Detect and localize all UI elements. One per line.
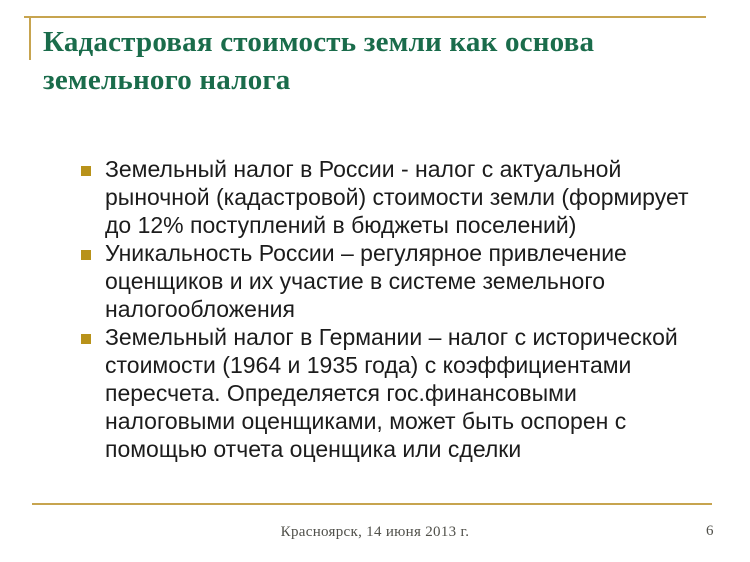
bullet-line: Земельный налог в России - налог с актуальной [105,156,622,182]
bullet-line: рыночной (кадастровой) стоимости земли (формирует [105,184,689,210]
page-number: 6 [706,523,714,539]
bullet-item-3 [80,323,720,463]
bullet-text-3 [105,323,720,463]
slide-title-line-2: земельного налога [43,64,291,96]
bullet-line: оценщиков и их участие в системе земельного [105,268,606,294]
bullet-line: помощью отчета оценщика или сделки [105,436,522,462]
slide-title-line-1: Кадастровая стоимость земли как основа [43,26,595,58]
title-accent-rule-top [24,16,706,18]
bullet-line: до 12% поступлений в бюджеты поселений) [105,212,577,238]
bullet-line: Земельный налог в Германии – налог с исторической [105,324,678,350]
bullet-item-2 [80,239,720,323]
footer-date-location: Красноярск, 14 июня 2013 г. [280,524,470,540]
bullet-square-icon [81,166,91,176]
title-accent-rule-left [29,16,31,60]
bullet-line: пересчета. Определяется гос.финансовыми [105,380,577,406]
slide-body [80,155,720,463]
slide-title [43,23,594,99]
bullet-line: стоимости (1964 и 1935 года) с коэффициентами [105,352,632,378]
bullet-square-icon [81,250,91,260]
bullet-line: Уникальность России – регулярное привлечение [105,240,627,266]
bullet-line: налоговыми оценщиками, может быть оспорен с [105,408,627,434]
footer-accent-rule [32,503,712,505]
bullet-square-icon [81,334,91,344]
bullet-item-1 [80,155,720,239]
bullet-text-2 [105,239,720,323]
bullet-line: налогообложения [105,296,295,322]
bullet-text-1 [105,155,720,239]
